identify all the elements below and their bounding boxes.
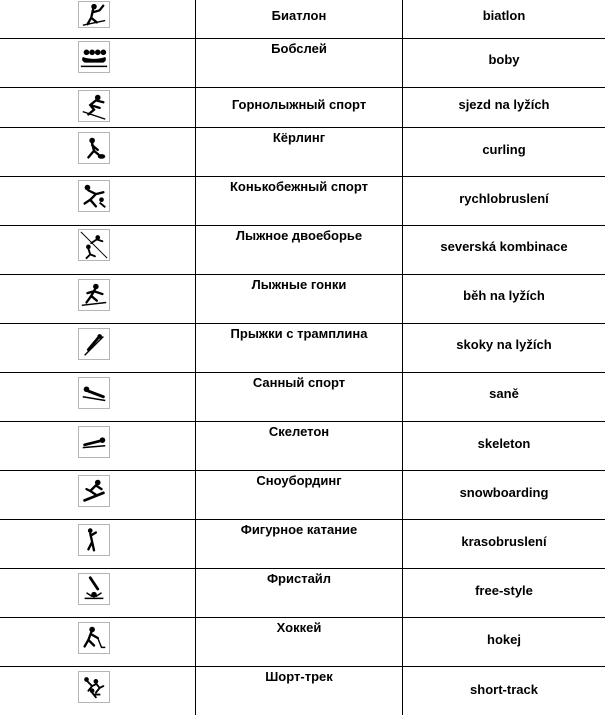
row-divider xyxy=(0,568,605,569)
sport-name-ru: Кёрлинг xyxy=(272,130,326,145)
sport-name-ru: Бобслей xyxy=(271,41,327,56)
row-divider xyxy=(0,38,605,39)
luge-icon xyxy=(78,377,110,409)
row-divider xyxy=(0,274,605,275)
row-divider xyxy=(0,127,605,128)
figure-skating-icon xyxy=(78,524,110,556)
sport-name-ru: Биатлон xyxy=(271,8,327,23)
sport-name-cz: severská kombinace xyxy=(440,239,568,254)
row-divider xyxy=(0,323,605,324)
sport-name-ru: Фигурное катание xyxy=(240,522,358,537)
sport-name-ru: Фристайл xyxy=(266,571,332,586)
sport-name-ru: Хоккей xyxy=(276,620,322,635)
sport-name-cz: free-style xyxy=(475,583,533,598)
sport-name-cz: boby xyxy=(488,52,520,67)
sport-name-cz: skoky na lyžích xyxy=(456,337,552,352)
row-divider xyxy=(0,519,605,520)
sport-name-cz: short-track xyxy=(470,682,538,697)
short-track-icon xyxy=(78,671,110,703)
curling-icon xyxy=(78,132,110,164)
bobsleigh-icon xyxy=(78,41,110,73)
sport-name-cz: skeleton xyxy=(477,436,531,451)
speed-skating-icon xyxy=(78,180,110,212)
nordic-combined-icon xyxy=(78,229,110,261)
sport-name-ru: Конькобежный спорт xyxy=(229,179,369,194)
ice-hockey-icon xyxy=(78,622,110,654)
sport-name-cz: běh na lyžích xyxy=(463,288,545,303)
sport-name-ru: Горнолыжный спорт xyxy=(231,97,367,112)
row-divider xyxy=(0,225,605,226)
sport-name-cz: krasobruslení xyxy=(461,534,547,549)
row-divider xyxy=(0,421,605,422)
row-divider xyxy=(0,372,605,373)
sport-name-ru: Лыжное двоеборье xyxy=(235,228,363,243)
sport-name-ru: Шорт-трек xyxy=(265,669,333,684)
row-divider xyxy=(0,617,605,618)
sport-name-cz: hokej xyxy=(487,632,521,647)
sport-name-ru: Прыжки с трамплина xyxy=(230,326,368,341)
biathlon-icon xyxy=(78,1,110,28)
cross-country-skiing-icon xyxy=(78,279,110,311)
row-divider xyxy=(0,666,605,667)
snowboarding-icon xyxy=(78,475,110,507)
freestyle-skiing-icon xyxy=(78,573,110,605)
sport-name-cz: snowboarding xyxy=(459,485,549,500)
skeleton-icon xyxy=(78,426,110,458)
row-divider xyxy=(0,87,605,88)
sport-name-cz: sjezd na lyžích xyxy=(458,97,550,112)
row-divider xyxy=(0,176,605,177)
sport-name-cz: curling xyxy=(482,142,526,157)
sport-name-cz: rychlobruslení xyxy=(459,191,549,206)
ski-jumping-icon xyxy=(78,328,110,360)
sport-name-cz: saně xyxy=(489,386,519,401)
sport-name-ru: Лыжные гонки xyxy=(251,277,347,292)
sport-name-cz: biatlon xyxy=(482,8,526,23)
alpine-skiing-icon xyxy=(78,90,110,122)
row-divider xyxy=(0,470,605,471)
sport-name-ru: Скелетон xyxy=(268,424,330,439)
sport-name-ru: Сноубординг xyxy=(256,473,342,488)
sport-name-ru: Санный спорт xyxy=(252,375,346,390)
